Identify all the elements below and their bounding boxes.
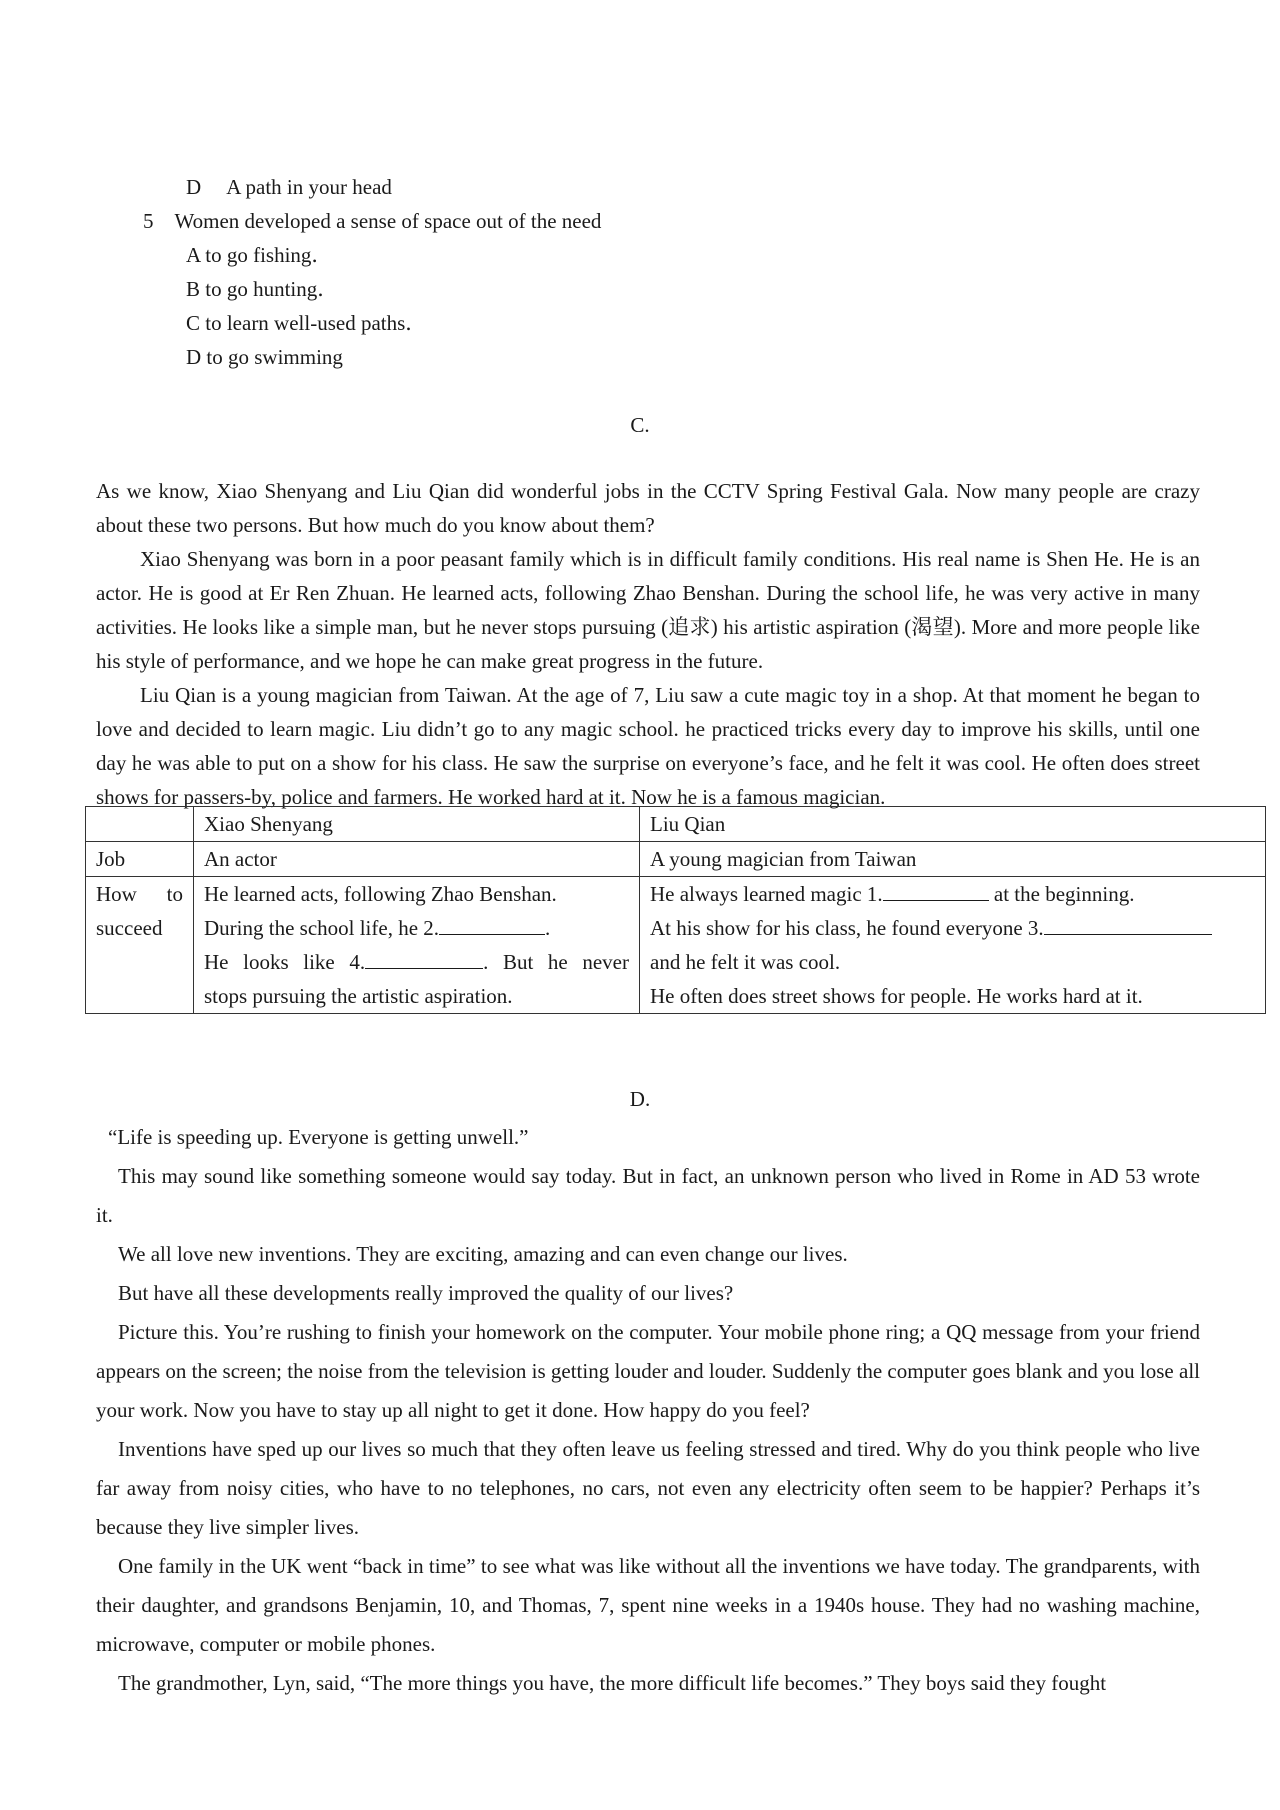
xiao-line-4: stops pursuing the artistic aspiration. (204, 984, 513, 1008)
liu-line-1-text: He always learned magic 1. (650, 882, 883, 906)
answer-blank-4[interactable] (365, 946, 483, 969)
table-header-row (86, 807, 1266, 842)
section-c-paragraph-1: As we know, Xiao Shenyang and Liu Qian did wonderful jobs in the CCTV Spring Festival Gala. Now many people are crazy about these two persons. But how much do you know about them? (96, 479, 1200, 537)
section-d-paragraph-5: Picture this. You’re rushing to finish your homework on the computer. Your mobile phone ring; a QQ message from your friend appears on the screen; the noise from the television is getting louder and louder. Suddenly the computer goes blank and you lose all your work. Now you have to stay up all night to get it done. How happy do you feel? (96, 1320, 1200, 1422)
xiao-line-1: He learned acts, following Zhao Benshan. (204, 882, 557, 906)
section-c-paragraph-2: Xiao Shenyang was born in a poor peasant family which is in difficult family conditions. His real name is Shen He. He is an actor. He is good at Er Ren Zhuan. He learned acts, following Zhao Benshan. During the school life, he was very active in many activities. He looks like a simple man, but he never stops pursuing (追求) his artistic aspiration (渴望). More and more people like his style of performance, and we hope he can make great progress in the future. (96, 547, 1200, 673)
q4-option-d: D A path in your head (186, 175, 392, 199)
q5-option-c: C to learn well-used paths． (186, 311, 427, 335)
section-c-heading: C. (630, 413, 650, 437)
liu-line-1-tail: at the beginning. (988, 882, 1135, 906)
xiao-line-3-text: He looks like 4. (204, 950, 366, 974)
q5-option-d: D to go swimming (186, 345, 343, 369)
xiao-line-3-tail: . But he never (483, 950, 630, 974)
job-label: Job (86, 842, 194, 877)
table-header-xiao: Xiao Shenyang (194, 807, 640, 842)
section-d-paragraph-1: “Life is speeding up. Everyone is getting unwell.” (108, 1125, 529, 1149)
section-c-paragraph-3: Liu Qian is a young magician from Taiwan. At the age of 7, Liu saw a cute magic toy in a shop. At that moment he began to love and decided to learn magic. Liu didn’t go to any magic school. he practiced tricks every day to improve his skills, until one day he was able to put on a show for his class. He saw the surprise on everyone’s face, and he felt it was cool. He often does street shows for passers-by, police and farmers. He worked hard at it. Now he is a famous magician. (96, 683, 1200, 809)
answer-blank-3[interactable] (1044, 912, 1212, 935)
liu-line-2 (650, 911, 1255, 945)
q5-option-b: B to go hunting． (186, 277, 339, 301)
xiao-line-2 (204, 911, 629, 945)
liu-line-4: He often does street shows for people. He works hard at it. (650, 984, 1143, 1008)
table-row-job (86, 842, 1266, 877)
table-header-empty (86, 807, 194, 842)
job-liu: A young magician from Taiwan (640, 842, 1266, 877)
q5-stem: 5 Women developed a sense of space out of the need (143, 209, 602, 233)
liu-line-2-text: At his show for his class, he found everyone 3. (650, 916, 1044, 940)
xiao-line-2-text: During the school life, he 2. (204, 916, 440, 940)
succeed-liu-cell (640, 877, 1266, 1014)
liu-line-1 (650, 877, 1255, 911)
succeed-label: How to succeed (96, 882, 183, 940)
section-d-paragraph-6: Inventions have sped up our lives so much that they often leave us feeling stressed and tired. Why do you think people who live far away from noisy cities, who have to no telephones, no cars, not even any electricity often seem to be happier? Perhaps it’s because they live simpler lives. (96, 1437, 1200, 1539)
section-d-paragraph-3: We all love new inventions. They are exciting, amazing and can even change our lives. (118, 1242, 848, 1266)
section-d-heading: D. (629, 1087, 651, 1111)
section-d-paragraph-8: The grandmother, Lyn, said, “The more things you have, the more difficult life becomes.” They boys said they fought (118, 1671, 1107, 1695)
answer-blank-1[interactable] (883, 878, 989, 901)
xiao-line-3 (204, 945, 629, 979)
job-xiao: An actor (194, 842, 640, 877)
section-d-paragraph-4: But have all these developments really improved the quality of our lives? (118, 1281, 734, 1305)
section-d-paragraph-7: One family in the UK went “back in time” to see what was like without all the inventions we have today. The grandparents, with their daughter, and grandsons Benjamin, 10, and Thomas, 7, spent nine weeks in a 1940s house. They had no washing machine, microwave, computer or mobile phones. (96, 1554, 1200, 1656)
table-row-succeed (86, 877, 1266, 1014)
xiao-line-2-period: . (545, 916, 551, 940)
succeed-xiao-cell (194, 877, 640, 1014)
answer-blank-2[interactable] (439, 912, 545, 935)
comparison-table (85, 806, 1266, 1014)
section-d-paragraph-2: This may sound like something someone would say today. But in fact, an unknown person who lived in Rome in AD 53 wrote it. (96, 1164, 1200, 1227)
table-header-liu: Liu Qian (640, 807, 1266, 842)
liu-line-3: and he felt it was cool. (650, 950, 841, 974)
succeed-label-cell (86, 877, 194, 1014)
q5-option-a: A to go fishing． (186, 243, 333, 267)
